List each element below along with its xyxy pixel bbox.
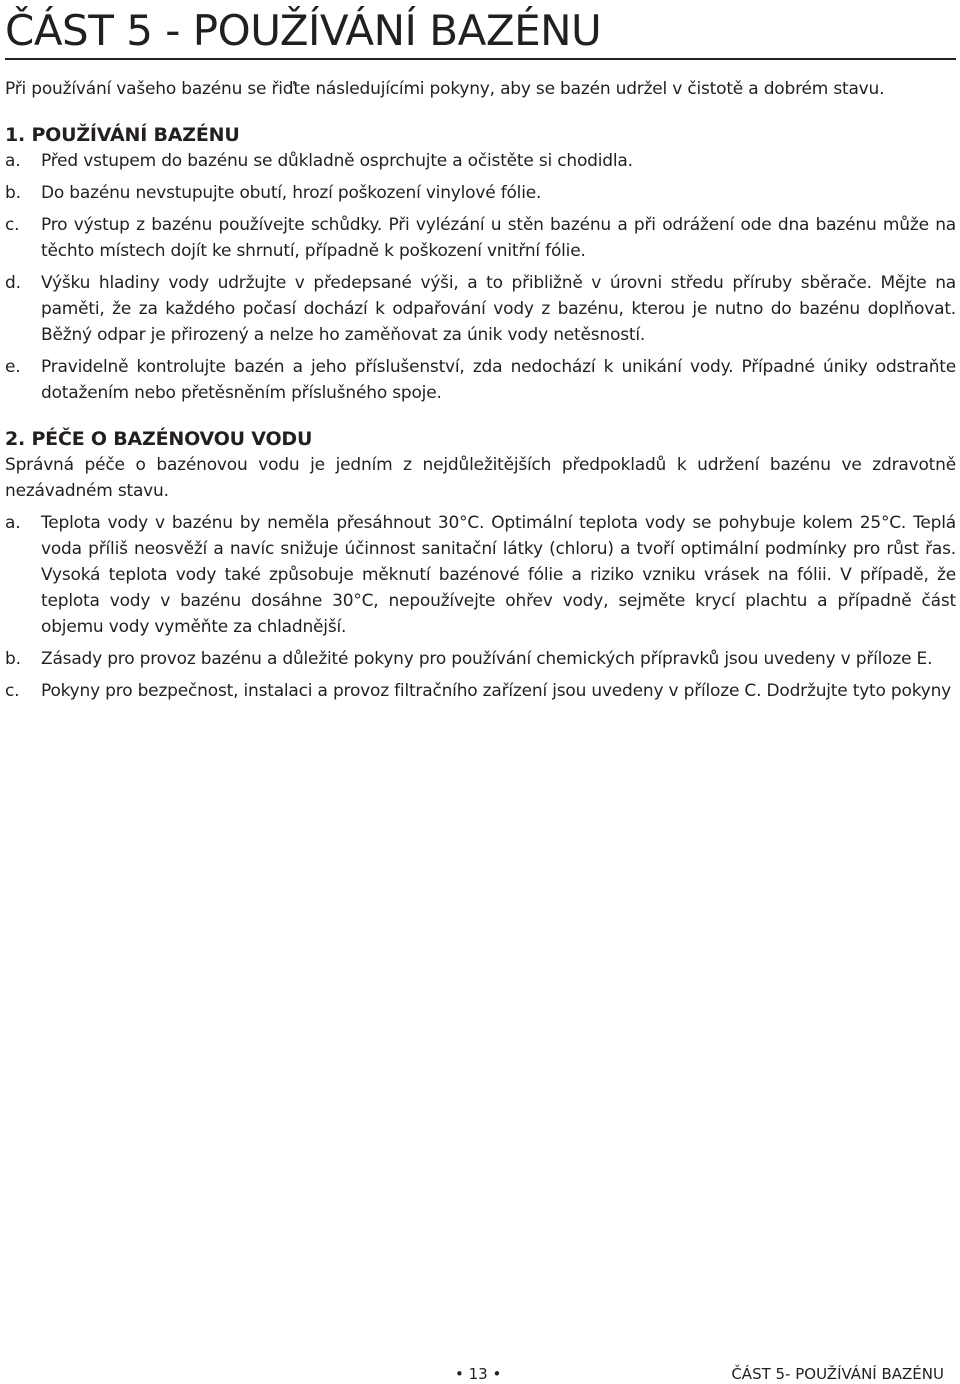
section-water-care: [5, 426, 956, 704]
list-item: [5, 148, 956, 174]
list-item-text: Pokyny pro bezpečnost, instalaci a provoz filtračního zařízení jsou uvedeny v příloze C. Dodržujte tyto pokyny: [41, 681, 952, 701]
list-item-letter: c.: [5, 215, 20, 235]
list-item-text: Pravidelně kontrolujte bazén a jeho příslušenství, zda nedochází k unikání vody. Případné úniky odstraňte dotažením nebo přetěsněním příslušného spoje.: [41, 357, 956, 403]
page-number: • 13 •: [455, 1365, 502, 1383]
list-item: [5, 510, 956, 640]
list-item-letter: b.: [5, 183, 21, 203]
list-item-letter: a.: [5, 513, 21, 533]
list-item: [5, 354, 956, 406]
list-item-letter: c.: [5, 681, 20, 701]
list-item: [5, 212, 956, 264]
page-title: ČÁST 5 - POUŽÍVÁNÍ BAZÉNU: [5, 6, 602, 55]
list-item-letter: b.: [5, 649, 21, 669]
list-item-text: Před vstupem do bazénu se důkladně osprchujte a očistěte si chodidla.: [41, 151, 633, 171]
list-item-letter: d.: [5, 273, 21, 293]
list-item-text: Výšku hladiny vody udržujte v předepsané výši, a to přibližně v úrovni středu příruby sběrače. Mějte na paměti, že za každého počasí dochází k odpařování vody z bazénu, kterou je nutno do bazénu doplňovat. Běžný odpar je přirozený a nelze ho zaměňovat za únik vody netěsností.: [41, 273, 956, 345]
title-divider: [5, 58, 956, 60]
list-item-letter: e.: [5, 357, 21, 377]
list-item: [5, 678, 956, 704]
footer-section-title: ČÁST 5- POUŽÍVÁNÍ BAZÉNU: [731, 1365, 944, 1383]
section-intro: Správná péče o bazénovou vodu je jedním z nejdůležitějších předpokladů k udržení bazénu ve zdravotně nezávadném stavu.: [5, 455, 956, 501]
list-item-letter: a.: [5, 151, 21, 171]
intro-paragraph: Při používání vašeho bazénu se řiďte následujícími pokyny, aby se bazén udržel v čistotě a dobrém stavu.: [5, 79, 885, 99]
section-heading: 1. POUŽÍVÁNÍ BAZÉNU: [5, 124, 240, 146]
section-usage: [5, 122, 956, 406]
list-item-text: Teplota vody v bazénu by neměla přesáhnout 30°C. Optimální teplota vody se pohybuje kolem 25°C. Teplá voda příliš neosvěží a navíc snižuje účinnost sanitační látky (chloru) a tvoří optimální podmínky pro růst řas. Vysoká teplota vody také způsobuje měknutí bazénové fólie a riziko vzniku vrásek na fólii. V případě, že teplota vody v bazénu dosáhne 30°C, nepoužívejte ohřev vody, sejměte krycí plachtu a případně část objemu vody vyměňte za chladnější.: [41, 513, 956, 637]
list-item: [5, 646, 956, 672]
list-item-text: Zásady pro provoz bazénu a důležité pokyny pro používání chemických přípravků jsou uvedeny v příloze E.: [41, 649, 933, 669]
section-heading: 2. PÉČE O BAZÉNOVOU VODU: [5, 428, 313, 450]
list-item: [5, 180, 956, 206]
list-item-text: Do bazénu nevstupujte obutí, hrozí poškození vinylové fólie.: [41, 183, 542, 203]
list-item: [5, 270, 956, 348]
document-body: [5, 76, 956, 704]
list-item-text: Pro výstup z bazénu používejte schůdky. Při vylézání u stěn bazénu a při odrážení ode dna bazénu může na těchto místech dojít ke shrnutí, případně k poškození vnitřní fólie.: [41, 215, 956, 261]
